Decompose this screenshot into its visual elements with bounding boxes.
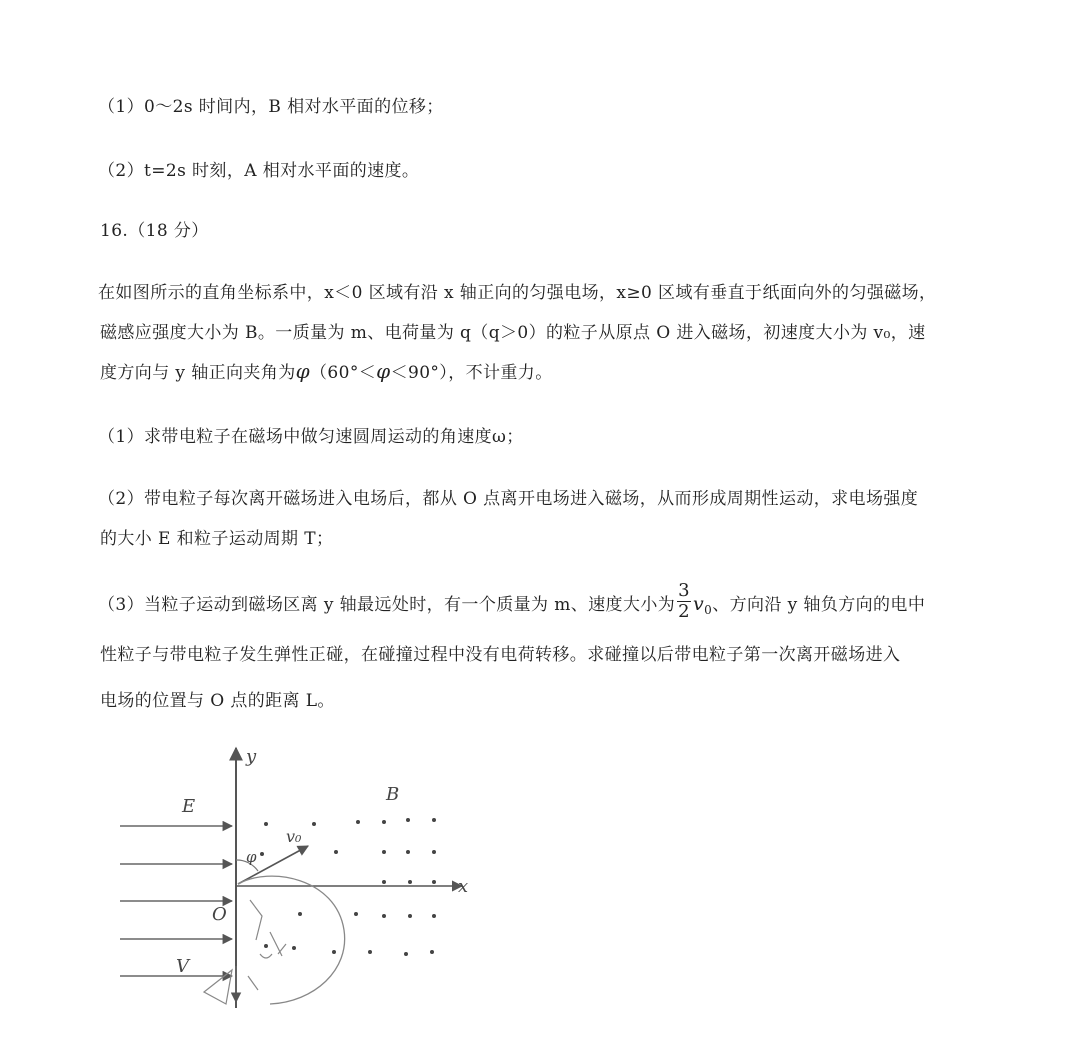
- question-16-sub-2-line-2: 的大小 E 和粒子运动周期 T；: [100, 529, 334, 549]
- b-field-dot: [292, 946, 296, 950]
- magnetic-field-label: B: [386, 784, 400, 805]
- intro-line-3-start: 度方向与 y 轴正向夹角为: [100, 363, 296, 383]
- b-field-dot: [432, 914, 436, 918]
- b-field-dot: [430, 950, 434, 954]
- fraction-denominator: 2: [678, 601, 691, 622]
- b-field-dot: [408, 880, 412, 884]
- b-field-dot: [332, 950, 336, 954]
- b-field-dot: [264, 822, 268, 826]
- question-16-intro-line-2: 磁感应强度大小为 B。一质量为 m、电荷量为 q（q＞0）的粒子从原点 O 进入磁场，初速度大小为 v₀，速: [100, 323, 926, 343]
- v0-label: v₀: [286, 827, 302, 846]
- origin-label: O: [212, 904, 227, 925]
- handwritten-v-label: V: [176, 956, 189, 977]
- b-field-dot: [312, 822, 316, 826]
- question-16-heading: 16.（18 分）: [100, 221, 209, 241]
- b-field-dot: [382, 914, 386, 918]
- b-field-dot: [334, 850, 338, 854]
- fraction-three-halves: [677, 582, 691, 621]
- phi-symbol: φ: [295, 359, 311, 383]
- b-field-dot: [408, 914, 412, 918]
- b-field-dot: [356, 820, 360, 824]
- question-16-sub-2-line-1: （2）带电粒子每次离开磁场进入电场后，都从 O 点离开电场进入磁场，从而形成周期性运动，求电场强度: [98, 489, 919, 509]
- velocity-subscript: 0: [704, 603, 713, 617]
- fraction-numerator: 3: [678, 580, 691, 601]
- question-16-intro-line-3: [100, 358, 553, 383]
- question-16-intro-line-1: 在如图所示的直角坐标系中，x＜0 区域有沿 x 轴正向的匀强电场，x≥0 区域有垂直于纸面向外的匀强磁场，: [98, 283, 937, 303]
- question-16-sub-3-line-1: [98, 580, 926, 625]
- b-field-dot: [406, 850, 410, 854]
- y-axis-label: y: [246, 746, 257, 767]
- electric-field-lines: [120, 826, 232, 976]
- phi-symbol-range: φ: [376, 359, 391, 383]
- b-field-dot: [382, 880, 386, 884]
- x-axis-label: x: [458, 876, 469, 897]
- b-field-dot: [298, 912, 302, 916]
- question-16-sub-3-line-3: 电场的位置与 O 点的距离 L。: [100, 691, 335, 711]
- sub-3-line-1-end: 、方向沿 y 轴负方向的电中: [712, 595, 926, 615]
- velocity-symbol: v: [693, 593, 705, 615]
- phi-label: φ: [246, 848, 257, 866]
- b-field-dot: [432, 880, 436, 884]
- intro-line-3-range-end: ＜90°），不计重力。: [390, 363, 553, 383]
- question-15-part-2: （2）t=2s 时刻，A 相对水平面的速度。: [98, 161, 420, 181]
- b-field-dot: [404, 952, 408, 956]
- question-15-part-1: （1）0～2s 时间内，B 相对水平面的位移；: [98, 97, 444, 117]
- b-field-dot: [382, 820, 386, 824]
- intro-line-3-range-start: （60°＜: [310, 363, 377, 383]
- b-field-dot: [406, 818, 410, 822]
- b-field-dot: [368, 950, 372, 954]
- question-16-sub-3-line-2: 性粒子与带电粒子发生弹性正碰，在碰撞过程中没有电荷转移。求碰撞以后带电粒子第一次离开磁场进入: [100, 645, 901, 665]
- field-diagram-svg: [100, 740, 480, 1010]
- question-16-sub-1: （1）求带电粒子在磁场中做匀速圆周运动的角速度ω；: [98, 427, 524, 447]
- sub-3-line-1-start: （3）当粒子运动到磁场区离 y 轴最远处时，有一个质量为 m、速度大小为: [98, 595, 676, 615]
- b-field-dot: [432, 818, 436, 822]
- b-field-dot: [432, 850, 436, 854]
- b-field-dot: [382, 850, 386, 854]
- electric-field-label: E: [182, 796, 196, 817]
- b-field-dot: [264, 944, 268, 948]
- b-field-dot: [354, 912, 358, 916]
- b-field-dot: [260, 852, 264, 856]
- field-diagram: [100, 740, 480, 1010]
